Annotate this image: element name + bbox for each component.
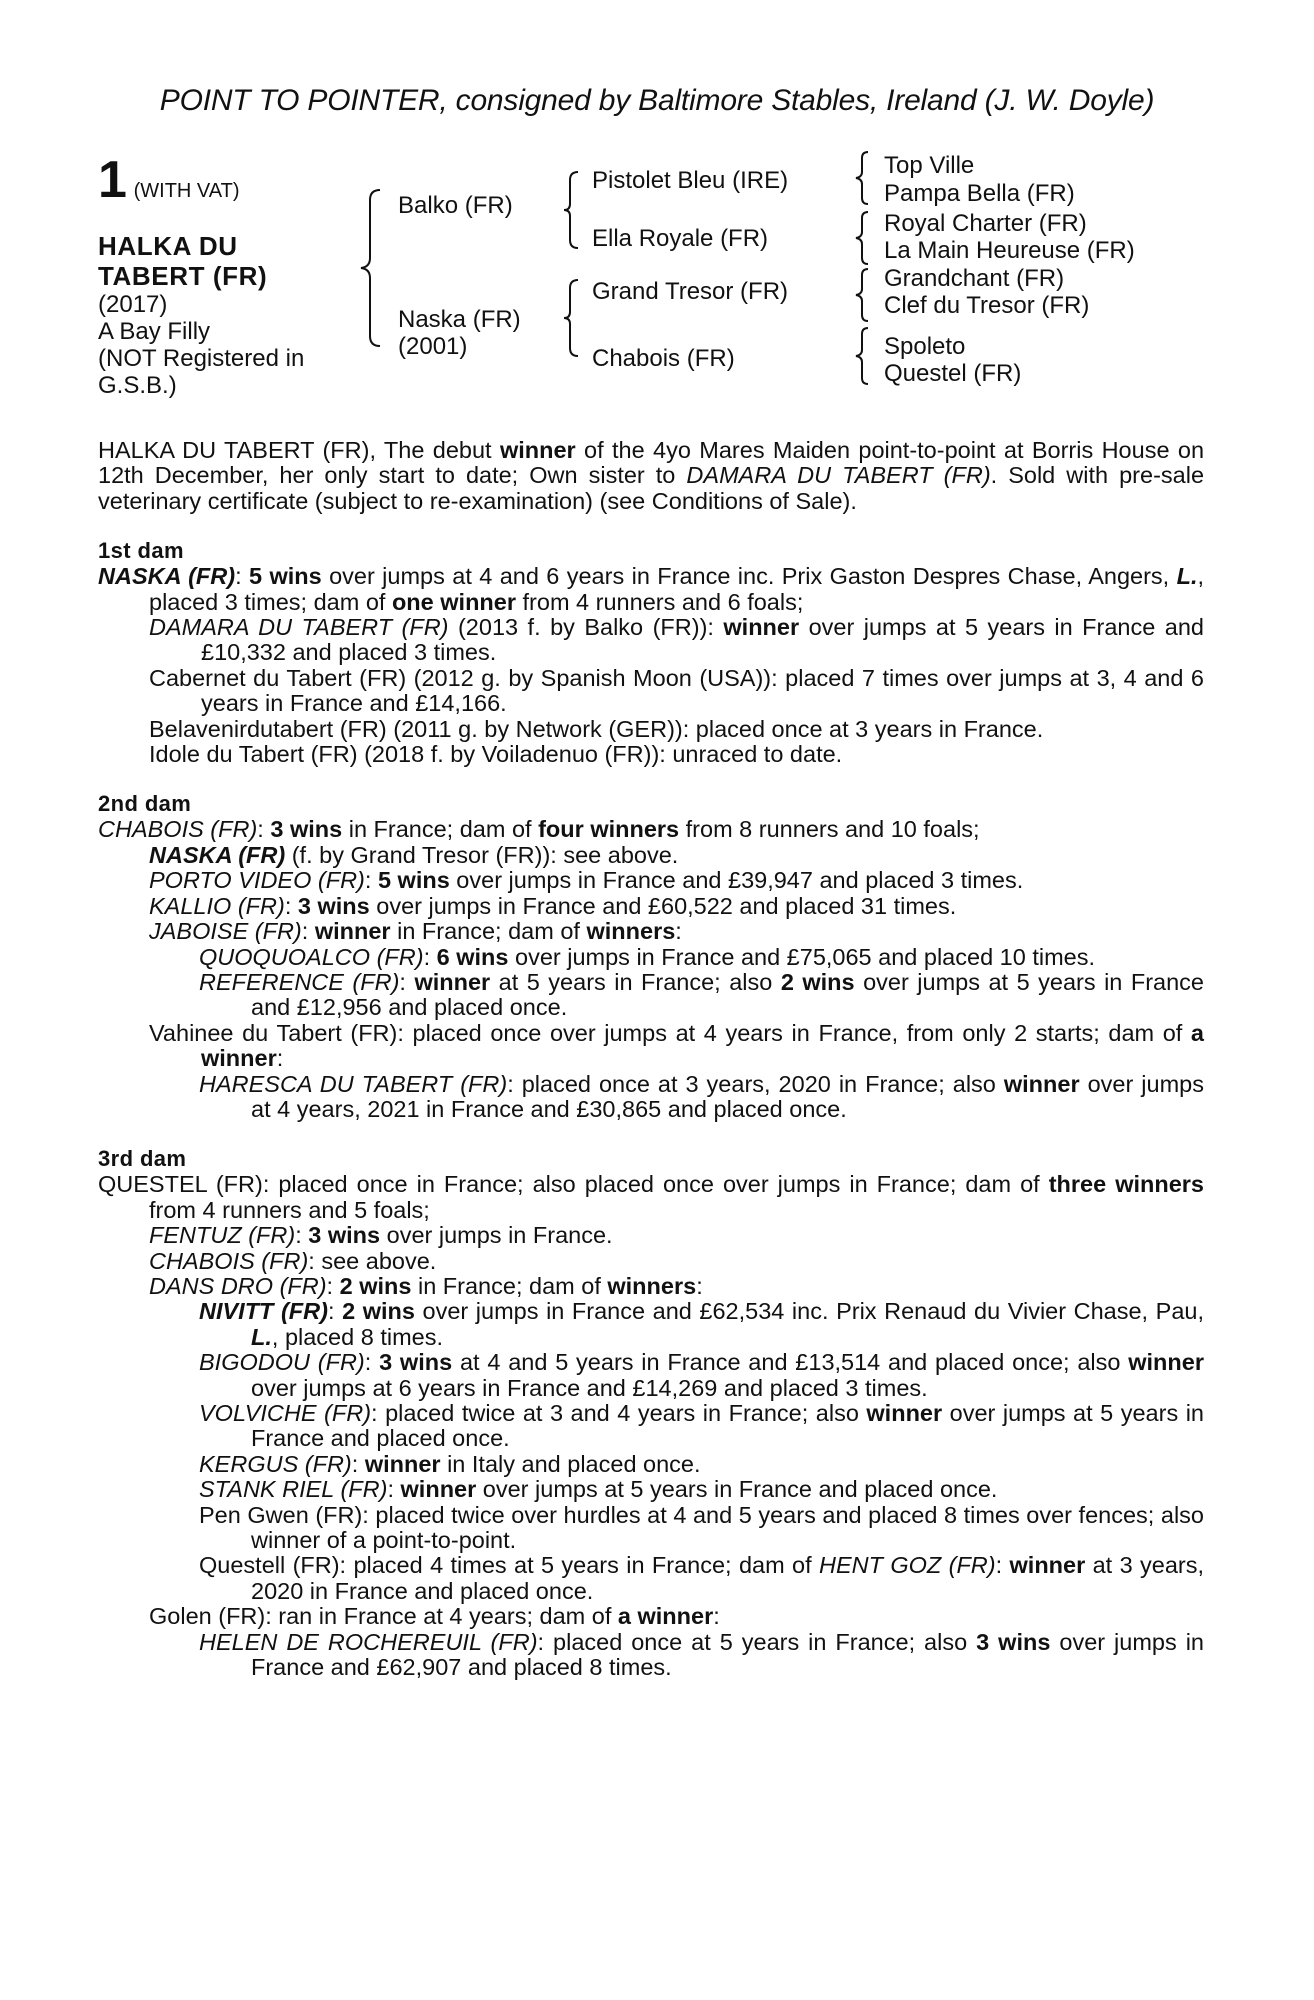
text-run: PORTO VIDEO (FR) xyxy=(149,867,365,894)
text-run: : xyxy=(351,1450,365,1477)
text-run: three winners xyxy=(1048,1171,1204,1198)
ped-dam-sire: Grand Tresor (FR) xyxy=(592,278,789,305)
produce-entry xyxy=(98,868,1204,893)
text-run: Cabernet du Tabert (FR) (2012 g. by Spanish Moon (USA)): placed 7 times over jumps at 3, 4 and 6 years in France and £14,166. xyxy=(149,664,1204,717)
produce-entry xyxy=(98,894,1204,919)
text-run: : xyxy=(995,1552,1010,1579)
text-run: QUOQUOALCO (FR) xyxy=(199,943,424,970)
lot-number: 1 xyxy=(98,151,127,209)
produce-entry xyxy=(98,1299,1204,1350)
text-run: : xyxy=(387,1476,401,1503)
text-run: over jumps in France and £62,534 inc. Prix Renaud du Vivier Chase, Pau, xyxy=(414,1298,1204,1325)
text-run: over jumps at 5 years in France and placed once. xyxy=(476,1476,998,1503)
text-run: HARESCA DU TABERT (FR) xyxy=(199,1070,508,1097)
produce-entry xyxy=(98,1249,1204,1274)
text-run: from 8 runners and 10 foals; xyxy=(679,816,980,843)
produce-entry xyxy=(98,1452,1204,1477)
catalogue-text xyxy=(98,438,1204,1704)
produce-entry xyxy=(98,717,1204,742)
produce-entry xyxy=(98,1274,1204,1299)
text-run: HENT GOZ (FR) xyxy=(819,1552,996,1579)
produce-entry xyxy=(98,843,1204,868)
text-run: NIVITT (FR) xyxy=(199,1298,328,1325)
horse-description: A Bay Filly xyxy=(98,318,211,345)
text-run: : xyxy=(284,892,298,919)
text-run: : placed once at 5 years in France; also xyxy=(537,1628,977,1655)
produce-entry xyxy=(98,615,1204,666)
produce-entry xyxy=(98,970,1204,1021)
produce-entry xyxy=(98,1072,1204,1123)
text-run: , placed 8 times. xyxy=(271,1323,443,1350)
text-run: in Italy and placed once. xyxy=(440,1450,701,1477)
text-run: from 4 runners and 6 foals; xyxy=(516,588,804,615)
ggp-brace-1 xyxy=(852,150,876,206)
text-run: . Sold with pre-sale veterinary certificate (subject to re-examination) (see Conditions of Sale). xyxy=(98,462,1205,514)
produce-entry xyxy=(98,919,1204,944)
text-run: 6 wins xyxy=(436,943,509,970)
text-run: one winner xyxy=(391,588,516,615)
text-run: : xyxy=(326,1272,340,1299)
sire-dam-brace xyxy=(356,188,396,348)
text-run: 2 wins xyxy=(339,1272,412,1299)
text-run: Pen Gwen (FR): placed twice over hurdles at 4 and 5 years and placed 8 times over fences; also winner of a point-to-point. xyxy=(199,1501,1204,1554)
sire-grandparents-brace xyxy=(560,170,590,250)
section-heading: 3rd dam xyxy=(98,1146,187,1172)
text-run: over jumps at 5 years in France and £12,956 and placed once. xyxy=(251,968,1204,1021)
text-run: VOLVICHE (FR) xyxy=(199,1400,372,1426)
text-run: 2 wins xyxy=(342,1298,415,1325)
registration-note: (NOT Registered in G.S.B.) xyxy=(98,345,305,399)
text-run: winner xyxy=(866,1400,943,1426)
section-heading: 1st dam xyxy=(98,538,184,564)
text-run: winner xyxy=(314,918,391,945)
text-run: : xyxy=(364,1349,380,1376)
text-run: in France; dam of xyxy=(390,918,587,945)
ped-ggp-2: Pampa Bella (FR) xyxy=(884,180,1075,207)
produce-entry xyxy=(98,1350,1204,1401)
text-run: of the 4yo Mares Maiden point-to-point at Borris House on 12th December, her only start to date; Own sister to xyxy=(98,437,1205,489)
text-run: over jumps in France and £62,907 and placed 8 times. xyxy=(251,1628,1204,1681)
text-run: DAMARA DU TABERT (FR) xyxy=(149,614,449,641)
section-heading: 2nd dam xyxy=(98,791,192,817)
text-run: winner xyxy=(723,614,800,641)
text-run: over jumps in France and £75,065 and placed 10 times. xyxy=(508,943,1096,970)
ggp-brace-4 xyxy=(852,326,876,386)
text-run: : xyxy=(235,563,249,590)
ped-sire-dam: Ella Royale (FR) xyxy=(592,225,769,252)
ped-sire: Balko (FR) xyxy=(398,192,513,219)
text-run: over jumps at 4 years, 2021 in France and £30,865 and placed once. xyxy=(251,1070,1204,1122)
text-run: NASKA (FR) xyxy=(98,563,236,590)
text-run: from 4 runners and 5 foals; xyxy=(149,1196,430,1223)
text-run: Idole du Tabert (FR) (2018 f. by Voiladenuo (FR)): unraced to date. xyxy=(149,741,843,768)
produce-entry xyxy=(98,1553,1204,1604)
text-run: 5 wins xyxy=(248,563,322,590)
text-run: NASKA (FR) xyxy=(149,841,286,868)
text-run: over jumps in France and £60,522 and placed 31 times. xyxy=(369,892,957,919)
text-run: BIGODOU (FR) xyxy=(199,1349,365,1376)
produce-entry xyxy=(98,1401,1204,1452)
text-run: winner xyxy=(499,437,576,463)
produce-entry xyxy=(98,1223,1204,1248)
text-run: KALLIO (FR) xyxy=(149,892,285,919)
text-run: at 3 years, 2020 in France and placed once. xyxy=(251,1552,1205,1604)
text-run: 3 wins xyxy=(976,1628,1051,1655)
text-run: over jumps at 5 years in France and £10,332 and placed 3 times. xyxy=(201,614,1204,666)
text-run: : xyxy=(327,1298,343,1325)
text-run: : xyxy=(696,1272,703,1299)
text-run: Vahinee du Tabert (FR): placed once over jumps at 4 years in France, from only 2 starts; dam of xyxy=(149,1019,1191,1046)
text-run: : xyxy=(675,918,682,945)
text-run: four winners xyxy=(538,816,680,843)
text-run: winner xyxy=(1128,1349,1204,1376)
ggp-brace-2 xyxy=(852,210,876,266)
text-run: winner xyxy=(364,1450,441,1477)
text-run: winner xyxy=(1009,1552,1086,1579)
text-run: winners xyxy=(607,1272,697,1299)
text-run: : xyxy=(301,918,315,945)
text-run: 3 wins xyxy=(297,892,370,919)
lot-info xyxy=(98,151,338,399)
text-run: : placed once at 3 years, 2020 in France; also xyxy=(507,1070,1004,1097)
text-run: : xyxy=(423,943,437,970)
text-run: a winner xyxy=(617,1603,714,1630)
produce-entry xyxy=(98,945,1204,970)
text-run: : xyxy=(295,1222,309,1249)
text-run: over jumps in France. xyxy=(380,1222,613,1249)
text-run: Golen (FR): ran in France at 4 years; dam of xyxy=(149,1603,618,1630)
produce-entry xyxy=(98,1172,1204,1223)
text-run: KERGUS (FR) xyxy=(199,1450,352,1477)
text-run: : see above. xyxy=(308,1247,437,1274)
text-run: L. xyxy=(1176,563,1198,590)
dam-sections xyxy=(98,538,1204,1680)
text-run: HELEN DE ROCHEREUIL (FR) xyxy=(199,1628,538,1655)
text-run: 3 wins xyxy=(270,816,343,843)
produce-entry xyxy=(98,1477,1204,1502)
produce-entry xyxy=(98,742,1204,767)
text-run: (2013 f. by Balko (FR)): xyxy=(448,614,724,641)
text-run: 3 wins xyxy=(379,1349,453,1376)
text-run: CHABOIS (FR) xyxy=(149,1247,309,1274)
text-run: Questell (FR): placed 4 times at 5 years in France; dam of xyxy=(199,1552,819,1579)
text-run: REFERENCE (FR) xyxy=(199,968,400,995)
ped-dam: Naska (FR) xyxy=(398,306,521,333)
text-run: winners xyxy=(586,918,676,945)
ped-ggp-7: Spoleto xyxy=(884,333,966,360)
text-run: at 5 years in France; also xyxy=(490,968,781,995)
ped-sire-sire: Pistolet Bleu (IRE) xyxy=(592,167,789,194)
text-run: : xyxy=(364,867,378,894)
text-run: CHABOIS (FR) xyxy=(98,816,258,843)
text-run: L. xyxy=(251,1323,272,1350)
text-run: over jumps at 5 years in France and placed once. xyxy=(251,1400,1204,1452)
ped-ggp-1: Top Ville xyxy=(884,152,975,179)
dam-section xyxy=(98,1146,1204,1680)
text-run: DANS DRO (FR) xyxy=(149,1272,327,1299)
intro-paragraph xyxy=(98,438,1204,514)
text-run: winner xyxy=(1003,1070,1080,1097)
text-run: 5 wins xyxy=(377,867,450,894)
text-run: STANK RIEL (FR) xyxy=(199,1476,388,1503)
ped-ggp-5: Grandchant (FR) xyxy=(884,265,1065,292)
ped-ggp-3: Royal Charter (FR) xyxy=(884,210,1087,237)
dam-section xyxy=(98,791,1204,1122)
text-run: : placed twice at 3 and 4 years in France; also xyxy=(371,1400,867,1426)
text-run: winner xyxy=(414,968,491,995)
text-run: HALKA DU TABERT (FR), The debut xyxy=(98,437,500,463)
text-run: JABOISE (FR) xyxy=(149,918,302,945)
foaling-year: (2017) xyxy=(98,291,168,318)
text-run: : xyxy=(257,816,271,843)
produce-entry xyxy=(98,817,1204,842)
text-run: Belavenirdutabert (FR) (2011 g. by Network (GER)): placed once at 3 years in France. xyxy=(149,715,1044,742)
text-run: over jumps at 4 and 6 years in France inc. Prix Gaston Despres Chase, Angers, xyxy=(321,563,1177,590)
text-run: : xyxy=(276,1045,284,1072)
dam-grandparents-brace xyxy=(560,278,590,358)
ped-dam-dam: Chabois (FR) xyxy=(592,345,735,372)
text-run: FENTUZ (FR) xyxy=(149,1222,296,1249)
produce-entry xyxy=(98,564,1204,615)
ggp-brace-3 xyxy=(852,267,876,323)
produce-entry xyxy=(98,1021,1204,1072)
text-run: in France; dam of xyxy=(342,816,539,843)
text-run: a winner xyxy=(201,1019,1204,1072)
text-run: 2 wins xyxy=(780,968,855,995)
ped-ggp-8: Questel (FR) xyxy=(884,360,1022,387)
text-run: over jumps at 6 years in France and £14,269 and placed 3 times. xyxy=(251,1374,928,1401)
dam-section xyxy=(98,538,1204,767)
ped-ggp-4: La Main Heureuse (FR) xyxy=(884,237,1135,264)
text-run: (f. by Grand Tresor (FR)): see above. xyxy=(285,841,679,868)
text-run: in France; dam of xyxy=(411,1272,608,1299)
text-run: DAMARA DU TABERT (FR) xyxy=(686,462,991,489)
horse-name-line2: TABERT (FR) xyxy=(98,261,268,291)
text-run: winner xyxy=(400,1476,477,1503)
produce-entry xyxy=(98,1604,1204,1629)
text-run: , placed 3 times; dam of xyxy=(149,563,1205,615)
vat-note: (WITH VAT) xyxy=(133,180,240,202)
text-run: : xyxy=(399,968,415,995)
produce-entry xyxy=(98,1630,1204,1681)
horse-name-line1: HALKA DU xyxy=(98,231,238,261)
text-run: QUESTEL (FR): placed once in France; also placed once over jumps in France; dam of xyxy=(98,1171,1049,1198)
page-title: POINT TO POINTER, consigned by Baltimore Stables, Ireland (J. W. Doyle) xyxy=(159,84,1155,117)
text-run: over jumps in France and £39,947 and placed 3 times. xyxy=(449,867,1024,894)
ped-dam-year: (2001) xyxy=(398,333,468,360)
text-run: : xyxy=(713,1603,720,1630)
produce-entry xyxy=(98,666,1204,717)
produce-entry xyxy=(98,1503,1204,1554)
text-run: at 4 and 5 years in France and £13,514 and placed once; also xyxy=(452,1349,1129,1376)
ped-ggp-6: Clef du Tresor (FR) xyxy=(884,292,1090,319)
text-run: 3 wins xyxy=(308,1222,381,1249)
